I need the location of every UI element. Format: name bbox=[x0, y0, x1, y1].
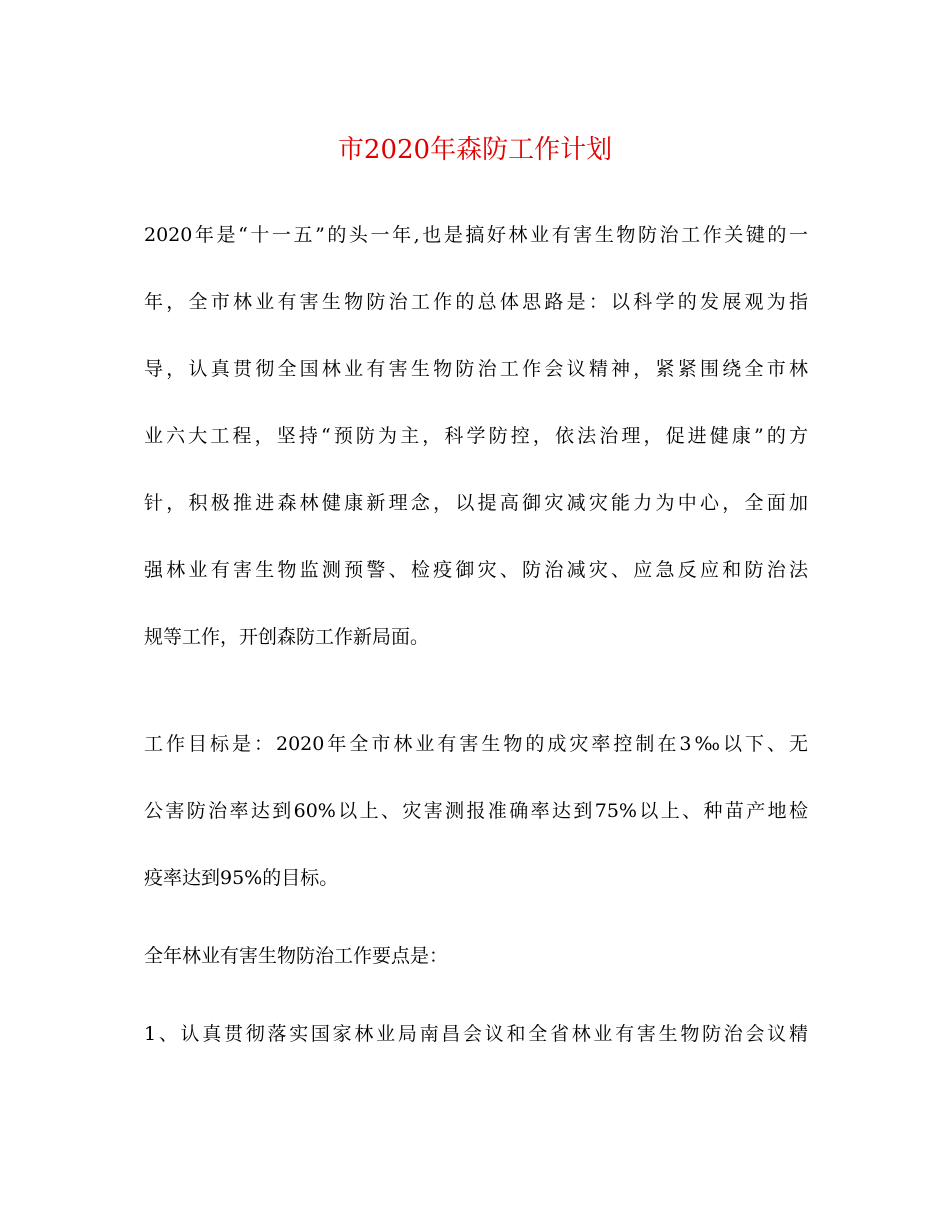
body-line-5: 针，积极推进森林健康新理念，以提高御灾减灾能力为中心，全面加 bbox=[144, 492, 808, 514]
body-line-3: 导，认真贯彻全国林业有害生物防治工作会议精神，紧紧围绕全市林 bbox=[144, 358, 808, 380]
body-line-11: 全年林业有害生物防治工作要点是： bbox=[144, 945, 449, 967]
body-line-8: 工作目标是：2020年全市林业有害生物的成灾率控制在3‰以下、无 bbox=[144, 733, 808, 755]
body-line-12: 1、认真贯彻落实国家林业局南昌会议和全省林业有害生物防治会议精 bbox=[144, 1023, 808, 1045]
body-line-4: 业六大工程，坚持“预防为主，科学防控，依法治理，促进健康”的方 bbox=[144, 425, 808, 447]
document-title: 市2020年森防工作计划 bbox=[337, 135, 613, 165]
body-line-7: 规等工作，开创森防工作新局面。 bbox=[144, 626, 430, 648]
body-line-2: 年，全市林业有害生物防治工作的总体思路是：以科学的发展观为指 bbox=[144, 291, 808, 313]
body-line-10: 疫率达到95%的目标。 bbox=[144, 867, 339, 889]
body-line-9: 公害防治率达到60%以上、灾害测报准确率达到75%以上、种苗产地检 bbox=[144, 800, 808, 822]
body-line-6: 强林业有害生物监测预警、检疫御灾、防治减灾、应急反应和防治法 bbox=[144, 559, 808, 581]
body-line-1: 2020年是“十一五”的头一年,也是搞好林业有害生物防治工作关键的一 bbox=[144, 224, 808, 246]
